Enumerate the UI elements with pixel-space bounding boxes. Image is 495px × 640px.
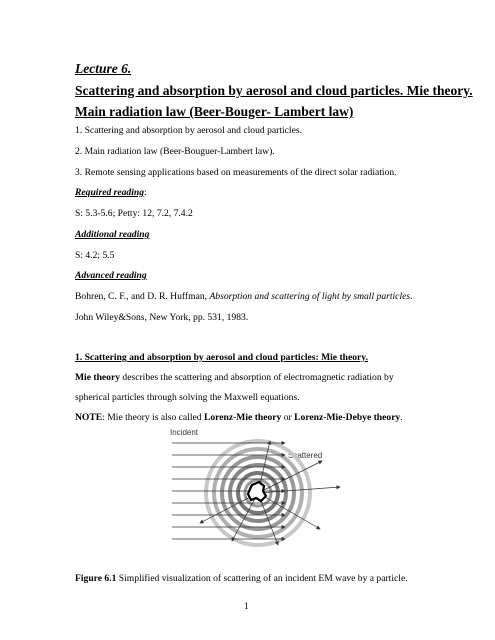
scattering-figure bbox=[160, 425, 360, 547]
outline-item-2: 2. Main radiation law (Beer-Bouguer-Lambert law). bbox=[75, 146, 275, 157]
heading-line-1: Scattering and absorption by aerosol and cloud particles. Mie theory. bbox=[75, 83, 473, 98]
ref-title: Absorption and scattering of light by small particles bbox=[209, 291, 411, 302]
note-term-1: Lorenz-Mie theory bbox=[203, 412, 282, 423]
ref-authors: Bohren, C. F., and D. R. Huffman, bbox=[75, 291, 210, 302]
note-text: : Mie theory is also called bbox=[102, 412, 204, 423]
incident-label: Incident bbox=[170, 428, 199, 437]
mie-paragraph-line-2: spherical particles through solving the Maxwell equations. bbox=[75, 392, 300, 403]
additional-reading-label: Additional reading bbox=[75, 229, 150, 240]
heading-line-2: Main radiation law (Beer-Bouger- Lambert law) bbox=[75, 104, 354, 119]
advanced-reading-ref-line-2: John Wiley&Sons, New York, pp. 531, 1983. bbox=[75, 312, 249, 323]
required-reading-colon: : bbox=[144, 187, 147, 198]
caption-label: Figure 6.1 bbox=[75, 573, 117, 584]
note-end: . bbox=[400, 412, 403, 423]
section-1-title: 1. Scattering and absorption by aerosol and cloud particles: Mie theory. bbox=[75, 352, 368, 363]
required-reading-heading bbox=[75, 187, 147, 198]
note-line bbox=[75, 412, 403, 423]
mie-description: describes the scattering and absorption of electromagnetic radiation by bbox=[120, 372, 394, 383]
additional-reading-text: S: 4.2; 5.5 bbox=[75, 250, 115, 261]
note-or: or bbox=[281, 412, 295, 423]
lecture-title: Lecture 6. bbox=[75, 61, 132, 76]
outline-item-1: 1. Scattering and absorption by aerosol and cloud particles. bbox=[75, 125, 302, 136]
note-label: NOTE bbox=[75, 412, 103, 423]
ref-suffix: . bbox=[410, 291, 413, 302]
outline-item-3: 3. Remote sensing applications based on measurements of the direct solar radiation. bbox=[75, 167, 397, 178]
scattered-label: Scattered bbox=[288, 451, 323, 460]
advanced-reading-label: Advanced reading bbox=[75, 270, 147, 281]
page-number: 1 bbox=[244, 601, 249, 612]
advanced-reading-ref bbox=[75, 291, 413, 302]
caption-text: Simplified visualization of scattering of an incident EM wave by a particle. bbox=[116, 573, 408, 584]
required-reading-text: S: 5.3-5.6; Petty: 12, 7.2, 7.4.2 bbox=[75, 208, 193, 219]
particle-shape bbox=[248, 482, 266, 501]
mie-paragraph-line-1 bbox=[75, 372, 394, 383]
figure-caption bbox=[75, 573, 408, 584]
note-term-2: Lorenz-Mie-Debye theory bbox=[294, 412, 401, 423]
required-reading-label: Required reading bbox=[75, 187, 145, 198]
mie-theory-term: Mie theory bbox=[75, 372, 121, 383]
